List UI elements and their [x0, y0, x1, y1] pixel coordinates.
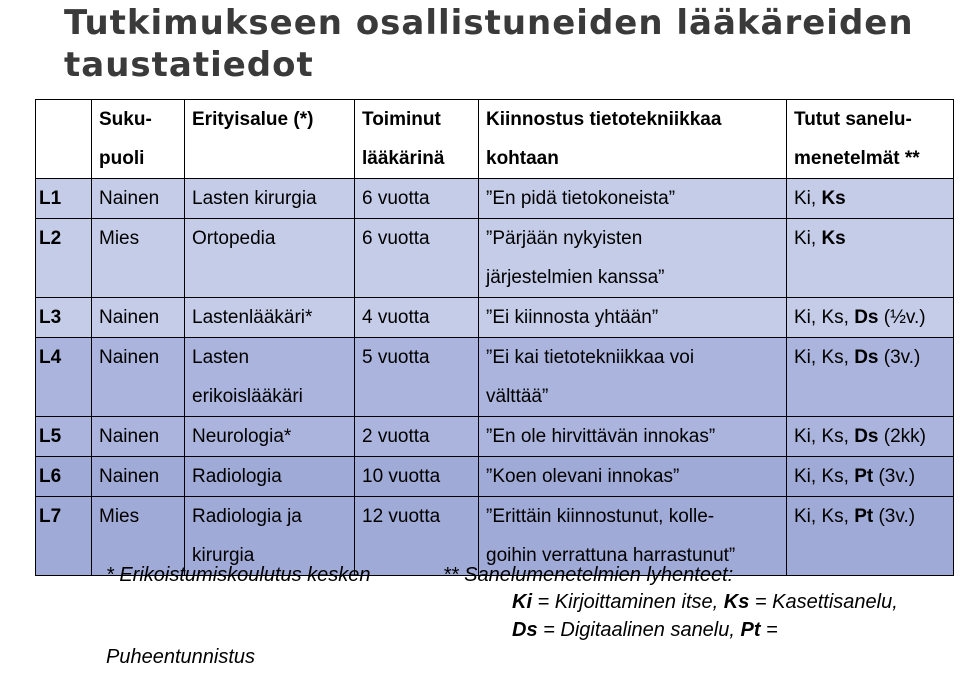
header-cell-field: Erityisalue (*)	[185, 100, 355, 179]
row-years: 6 vuotta	[355, 219, 479, 298]
row-sex: Mies	[92, 497, 185, 576]
row-sex: Nainen	[92, 179, 185, 219]
row-sex: Nainen	[92, 417, 185, 457]
header-cell-id	[36, 100, 92, 179]
table-row	[36, 338, 954, 417]
row-interest: ”Pärjään nykyisten järjestelmien kanssa”	[479, 219, 787, 298]
footnote-speech-recognition: Puheentunnistus	[106, 646, 256, 668]
row-id: L1	[36, 179, 92, 219]
row-interest: ”En ole hirvittävän innokas”	[479, 417, 787, 457]
row-id: L7	[36, 497, 92, 576]
row-id: L5	[36, 417, 92, 457]
row-years: 5 vuotta	[355, 338, 479, 417]
row-methods: Ki, Ks, Ds (3v.)	[787, 338, 954, 417]
row-interest: ”Koen olevani innokas”	[479, 457, 787, 497]
footnote-left: * Erikoistumiskoulutus kesken	[106, 564, 371, 586]
row-id: L3	[36, 298, 92, 338]
row-field: Neurologia*	[185, 417, 355, 457]
row-methods: Ki, Ks	[787, 219, 954, 298]
row-id: L6	[36, 457, 92, 497]
physician-background-table	[35, 99, 954, 576]
row-interest: ”Ei kiinnosta yhtään”	[479, 298, 787, 338]
row-methods: Ki, Ks, Pt (3v.)	[787, 457, 954, 497]
table-row	[36, 179, 954, 219]
header-cell-years: Toiminut lääkärinä	[355, 100, 479, 179]
row-interest: ”Erittäin kiinnostunut, kolle- goihin verrattuna harrastunut”	[479, 497, 787, 576]
footnote-right-title: ** Sanelumenetelmien lyhenteet:	[443, 564, 734, 586]
row-methods: Ki, Ks, Ds (½v.)	[787, 298, 954, 338]
row-years: 12 vuotta	[355, 497, 479, 576]
row-sex: Mies	[92, 219, 185, 298]
footnote-legend-line-2: Ds = Digitaalinen sanelu, Pt =	[512, 619, 778, 641]
row-id: L4	[36, 338, 92, 417]
row-field: Lastenlääkäri*	[185, 298, 355, 338]
row-years: 2 vuotta	[355, 417, 479, 457]
table-row	[36, 298, 954, 338]
row-field: Ortopedia	[185, 219, 355, 298]
title-line-1: Tutkimukseen osallistuneiden lääkäreiden	[64, 3, 914, 43]
page-title	[64, 2, 914, 86]
row-field: Radiologia ja kirurgia	[185, 497, 355, 576]
header-cell-methods: Tutut sanelu- menetelmät **	[787, 100, 954, 179]
row-field: Lasten kirurgia	[185, 179, 355, 219]
table-row	[36, 457, 954, 497]
title-line-2: taustatiedot	[64, 45, 314, 85]
row-years: 6 vuotta	[355, 179, 479, 219]
row-interest: ”Ei kai tietotekniikkaa voi välttää”	[479, 338, 787, 417]
row-field: Radiologia	[185, 457, 355, 497]
row-methods: Ki, Ks	[787, 179, 954, 219]
row-methods: Ki, Ks, Pt (3v.)	[787, 497, 954, 576]
row-sex: Nainen	[92, 457, 185, 497]
footnote-legend-line-1: Ki = Kirjoittaminen itse, Ks = Kasettisanelu,	[512, 591, 898, 613]
row-id: L2	[36, 219, 92, 298]
row-sex: Nainen	[92, 298, 185, 338]
row-sex: Nainen	[92, 338, 185, 417]
table-row	[36, 219, 954, 298]
row-years: 10 vuotta	[355, 457, 479, 497]
table-header-row	[36, 100, 954, 179]
header-cell-sex: Suku- puoli	[92, 100, 185, 179]
table-row	[36, 417, 954, 457]
row-field: Lasten erikoislääkäri	[185, 338, 355, 417]
header-cell-interest: Kiinnostus tietotekniikkaa kohtaan	[479, 100, 787, 179]
row-methods: Ki, Ks, Ds (2kk)	[787, 417, 954, 457]
row-interest: ”En pidä tietokoneista”	[479, 179, 787, 219]
row-years: 4 vuotta	[355, 298, 479, 338]
